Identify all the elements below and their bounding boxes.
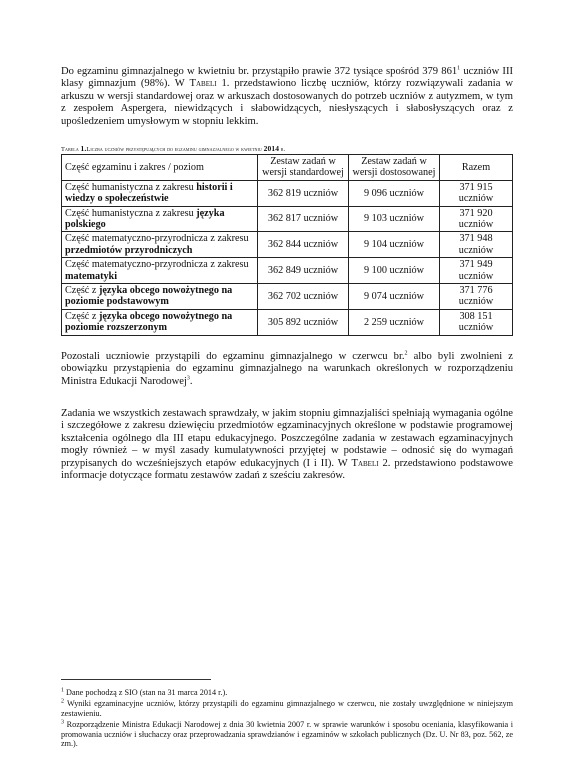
- header-exam-part: Część egzaminu i zakres / poziom: [62, 155, 258, 181]
- footnote-1: $^1$ Dane pochodzą z SIO (stan na 31 marca 2014 r.).: [61, 687, 228, 697]
- standard-count-cell: 305 892 uczniów: [258, 309, 349, 335]
- exam-part-cell: Część z języka obcego nowożytnego na poziomie rozszerzonym: [62, 309, 258, 335]
- table-caption: Tabela 1.Liczba uczniów przystępujących do egzaminu gimnazjalnego w kwietniu 2014 r.: [61, 144, 286, 153]
- table-1-reference: Tabeli: [189, 78, 217, 90]
- exam-part-cell: Część z języka obcego nowożytnego na poziomie podstawowym: [62, 284, 258, 310]
- table-header-row: [62, 155, 513, 181]
- standard-count-cell: 362 817 uczniów: [258, 206, 349, 232]
- standard-count-cell: 362 844 uczniów: [258, 232, 349, 258]
- total-count-cell: 371 915 uczniów: [440, 180, 513, 206]
- exam-part-cell: Część humanistyczna z zakresu historii i wiedzy o społeczeństwie: [62, 180, 258, 206]
- header-standard-version: Zestaw zadań w wersji standardowej: [258, 155, 349, 181]
- total-count-cell: 371 920 uczniów: [440, 206, 513, 232]
- exam-part-cell: Część humanistyczna z zakresu języka polskiego: [62, 206, 258, 232]
- paragraph-remaining-students: Pozostali uczniowie przystąpili do egzaminu gimnazjalnego w czerwcu br.$^2$ albo byli zwolnieni z obowiązku przystąpienia do egzaminu gimnazjalnego na warunkach określonych w rozporządzeniu Ministra Edukacji Narodowej$^3$.: [61, 350, 513, 387]
- table-row: [62, 284, 513, 310]
- footnote-3: $^3$ Rozporządzenie Ministra Edukacji Narodowej z dnia 30 kwietnia 2007 r. w sprawie warunków i sposobu oceniania, klasyfikowania i promowania uczniów i słuchaczy oraz przeprowadzania sprawdzianów i egzaminów w szkołach publicznych (Dz. U. Nr 83, poz. 562, ze zm.).: [61, 719, 513, 749]
- standard-count-cell: 362 849 uczniów: [258, 258, 349, 284]
- adapted-count-cell: 9 100 uczniów: [349, 258, 440, 284]
- paragraph-exam-requirements: Zadania we wszystkich zestawach sprawdzały, w jakim stopniu gimnazjaliści spełniają wymagania ogólne i szczegółowe z zakresu dziewięciu przedmiotów egzaminacyjnych określone w podstawie programowej kształcenia ogólnego dla III etapu edukacyjnego. Poszczególne zadania w zestawach egzaminacyjnych mogły również – w myśl zasady kumulatywności przyjętej w podstawie – odnosić się do wymagań przypisanych do wcześniejszych etapów edukacyjnych (I i II). W Tabeli 2. przedstawiono podstawowe informacje dotyczące formatu zestawów zadań z sześciu zakresów.: [61, 408, 513, 482]
- intro-paragraph: Do egzaminu gimnazjalnego w kwietniu br. przystąpiło prawie 372 tysiące spośród 379 $861^1$ uczniów III klasy gimnazjum (98%). W Tabeli 1. przedstawiono liczbę uczniów, którzy rozwiązywali zadania w arkuszu w wersji standardowej oraz w arkuszach dostosowanych do potrzeb uczniów z autyzmem, w tym z zespołem Aspergera, niewidzących i słabowidzących, niesłyszących i słabosłyszących oraz z upośledzeniem umysłowym w stopniu lekkim.: [61, 65, 514, 127]
- footnote-2: $^2$ Wyniki egzaminacyjne uczniów, którzy przystąpili do egzaminu gimnazjalnego w czerwcu, nie zostały uwzględnione w niniejszym zestawieniu.: [61, 698, 513, 718]
- table-row: [62, 180, 513, 206]
- standard-count-cell: 362 702 uczniów: [258, 284, 349, 310]
- header-total: Razem: [440, 155, 513, 181]
- footnote-ref-2[interactable]: 2: [404, 350, 408, 357]
- adapted-count-cell: 9 104 uczniów: [349, 232, 440, 258]
- footnote-ref-1[interactable]: 1: [457, 65, 461, 72]
- footnote-ref-3[interactable]: 3: [186, 375, 190, 382]
- exam-participants-table: [61, 154, 513, 336]
- exam-part-cell: Część matematyczno-przyrodnicza z zakresu przedmiotów przyrodniczych: [62, 232, 258, 258]
- table-row: [62, 232, 513, 258]
- adapted-count-cell: 9 074 uczniów: [349, 284, 440, 310]
- adapted-count-cell: 2 259 uczniów: [349, 309, 440, 335]
- table-row: [62, 309, 513, 335]
- total-count-cell: 371 776 uczniów: [440, 284, 513, 310]
- header-adapted-version: Zestaw zadań w wersji dostosowanej: [349, 155, 440, 181]
- adapted-count-cell: 9 096 uczniów: [349, 180, 440, 206]
- table-row: [62, 206, 513, 232]
- table-row: [62, 258, 513, 284]
- exam-part-cell: Część matematyczno-przyrodnicza z zakresu matematyki: [62, 258, 258, 284]
- adapted-count-cell: 9 103 uczniów: [349, 206, 440, 232]
- table-2-reference: Tabeli: [351, 457, 379, 469]
- total-count-cell: 371 948 uczniów: [440, 232, 513, 258]
- footnote-separator: [61, 679, 211, 680]
- standard-count-cell: 362 819 uczniów: [258, 180, 349, 206]
- total-count-cell: 371 949 uczniów: [440, 258, 513, 284]
- total-count-cell: 308 151 uczniów: [440, 309, 513, 335]
